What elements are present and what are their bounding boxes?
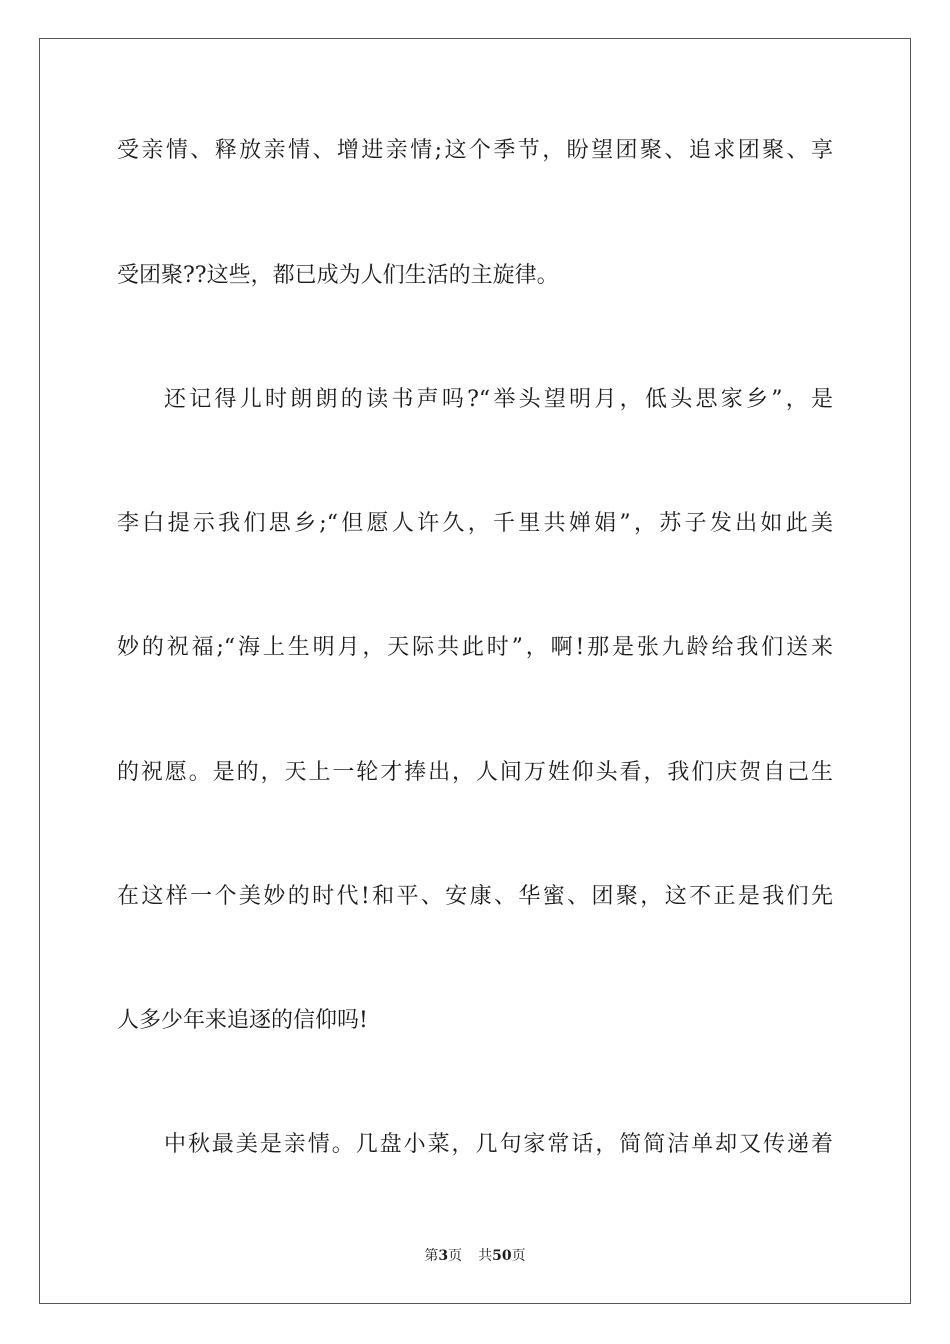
page-border xyxy=(39,38,911,1304)
text-line-5: 妙的祝福;“海上生明月，天际共此时”，啊!那是张九龄给我们送来 xyxy=(117,635,833,660)
text-line-8: 人多少年来追逐的信仰吗! xyxy=(117,1008,368,1033)
text-line-3: 还记得儿时朗朗的读书声吗?“举头望明月，低头思家乡”，是 xyxy=(164,387,833,412)
text-line-1: 受亲情、释放亲情、增进亲情;这个季节，盼望团聚、追求团聚、享 xyxy=(117,138,833,163)
footer-total-suffix: 页 xyxy=(511,1248,526,1264)
text-line-6: 的祝愿。是的，天上一轮才捧出，人间万姓仰头看，我们庆贺自己生 xyxy=(117,760,833,785)
footer-page-suffix: 页 xyxy=(448,1248,463,1264)
footer-page-prefix: 第 xyxy=(424,1248,439,1264)
text-line-9: 中秋最美是亲情。几盘小菜，几句家常话，简简洁单却又传递着 xyxy=(164,1132,833,1157)
text-line-7: 在这样一个美妙的时代!和平、安康、华蜜、团聚，这不正是我们先 xyxy=(117,884,833,909)
page-footer xyxy=(0,1246,950,1266)
footer-page-number: 3 xyxy=(438,1248,449,1264)
footer-total-prefix: 共 xyxy=(478,1248,493,1264)
footer-total-number: 50 xyxy=(492,1248,512,1264)
text-line-4: 李白提示我们思乡;“但愿人许久，千里共婵娟”，苏子发出如此美 xyxy=(117,511,833,536)
text-line-2: 受团聚??这些，都已成为人们生活的主旋律。 xyxy=(117,263,559,288)
